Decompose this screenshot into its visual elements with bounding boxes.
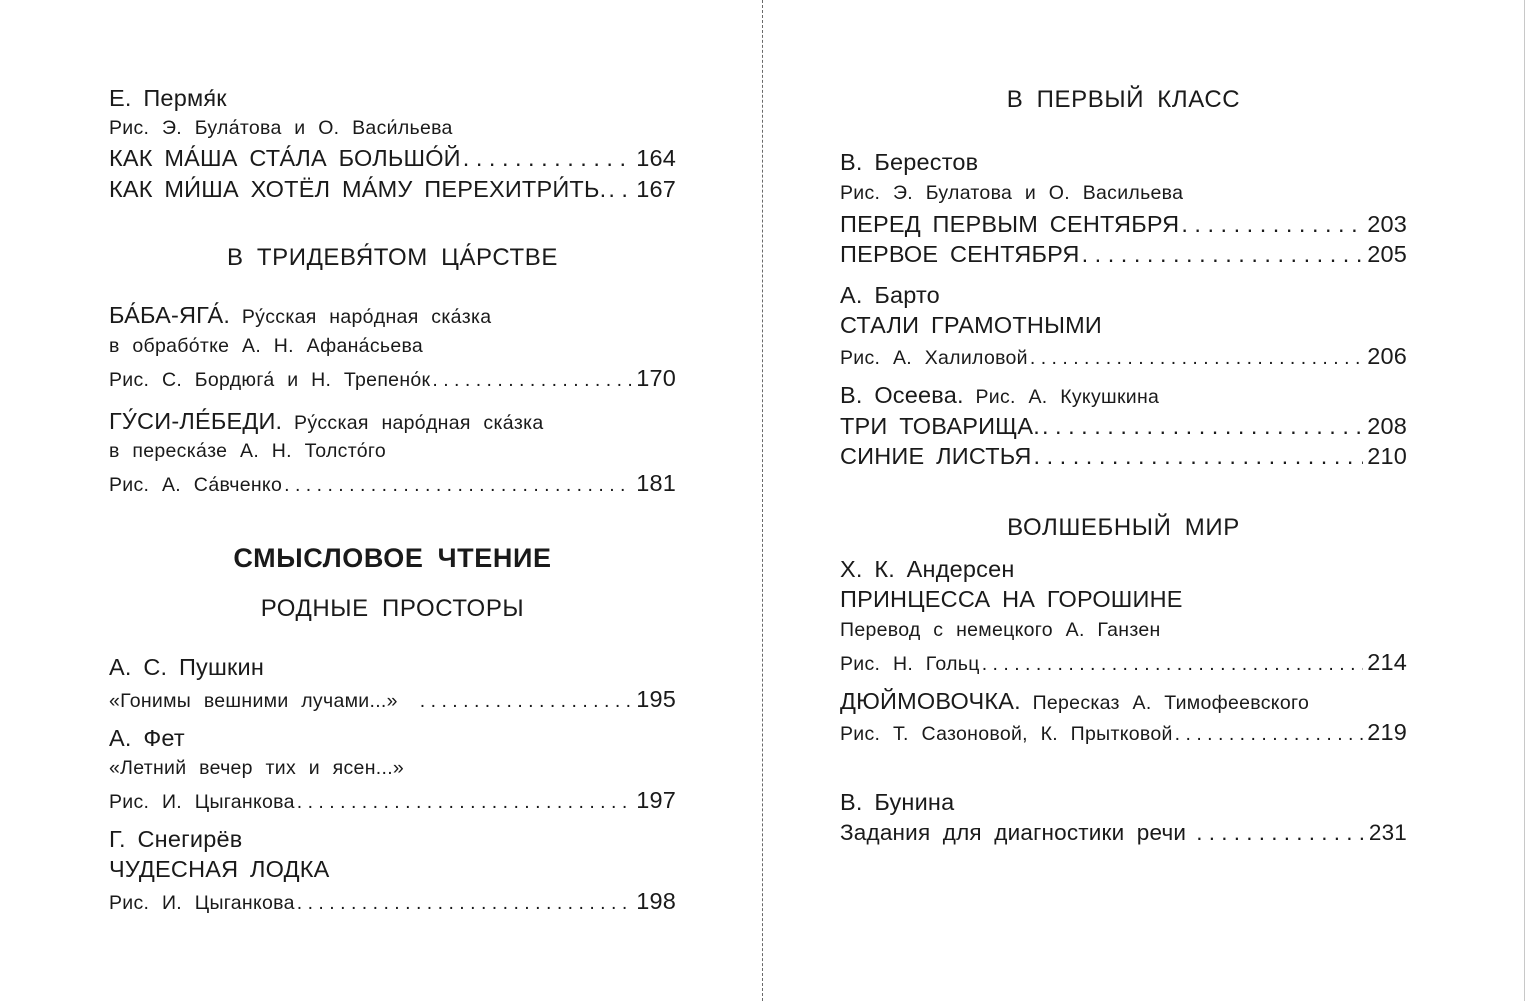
section-heading-tridevyatom: В ТРИДЕВЯ́ТОМ ЦА́РСТВЕ (226, 244, 559, 271)
toc-entry-page: 231 (1368, 820, 1407, 845)
entry-illustrators: Рис. А. Халиловой (840, 347, 1028, 369)
dot-leader (297, 894, 632, 914)
section-heading-volshebny-mir: ВОЛШЕБНЫЙ МИР (1007, 514, 1240, 541)
illustrators-oseeva: Рис. А. Кукушкина (975, 386, 1160, 408)
dot-leader (608, 178, 632, 202)
entry-subtitle: Ру́сская наро́дная ска́зка (294, 412, 544, 434)
entry-gusi-lebedi-retelling: в переска́зе А. Н. Толсто́го (109, 440, 386, 462)
toc-entry[interactable] (840, 243, 1407, 267)
entry-title: ДЮЙМОВОЧКА. (840, 688, 1021, 714)
dot-leader (284, 476, 632, 496)
entry-title: БА́БА-ЯГА́. (109, 302, 231, 328)
toc-entry-page: 205 (1367, 241, 1407, 267)
page-fold-divider (762, 0, 763, 1001)
entry-andersen-translation: Перевод с немецкого А. Ганзен (840, 619, 1161, 641)
dot-leader (1082, 243, 1364, 267)
entry-illustrators: Рис. И. Цыганкова (109, 791, 295, 813)
toc-entry-page: 214 (1367, 649, 1407, 675)
dot-leader (432, 371, 632, 391)
section-heading-pervy-klass: В ПЕРВЫЙ КЛАСС (1006, 86, 1241, 113)
toc-entry-page: 219 (1367, 719, 1407, 745)
entry-subtitle: Ру́сская наро́дная ска́зка (241, 306, 492, 328)
toc-entry-page: 170 (636, 365, 676, 391)
dot-leader (297, 793, 632, 813)
illustrators-permyak: Рис. Э. Була́това и О. Васи́льева (109, 117, 453, 139)
toc-entry-title: ПЕРЕД ПЕРВЫМ СЕНТЯБРЯ (840, 211, 1180, 237)
author-snegirev: Г. Снегирёв (109, 826, 243, 852)
author-bunina: В. Бунина (840, 789, 955, 815)
toc-entry[interactable] (109, 147, 676, 171)
dot-leader (1196, 822, 1365, 845)
toc-entry-page: 208 (1367, 413, 1407, 439)
toc-entry-title: ТРИ ТОВАРИЩА. (840, 413, 1040, 439)
toc-entry-title: СИНИЕ ЛИСТЬЯ (840, 443, 1032, 469)
dot-leader (982, 655, 1364, 675)
dot-leader (1181, 213, 1363, 237)
entry-title: ГУ́СИ-ЛЕ́БЕДИ. (109, 408, 283, 434)
toc-entry-page: 164 (636, 145, 676, 171)
author-berestov: В. Берестов (840, 149, 979, 175)
author-permyak: Е. Пермя́к (109, 85, 227, 111)
toc-entry-title: ПЕРВОЕ СЕНТЯБРЯ (840, 241, 1080, 267)
entry-andersen-title: ПРИНЦЕССА НА ГОРОШИНЕ (840, 586, 1183, 612)
toc-entry[interactable] (840, 822, 1407, 845)
toc-entry[interactable] (109, 789, 676, 813)
toc-entry[interactable] (840, 651, 1407, 675)
toc-entry[interactable] (840, 721, 1407, 745)
dot-leader (1034, 445, 1364, 469)
author-barto: А. Барто (840, 282, 940, 308)
dot-leader (420, 692, 632, 712)
toc-entry-page: 181 (636, 470, 676, 496)
toc-entry-page: 195 (636, 686, 676, 712)
toc-entry-page: 198 (636, 888, 676, 914)
entry-barto-title: СТАЛИ ГРАМОТНЫМИ (840, 312, 1102, 338)
author-pushkin: А. С. Пушкин (109, 654, 265, 680)
toc-entry[interactable] (840, 445, 1407, 469)
toc-entry[interactable] (109, 178, 676, 202)
toc-entry[interactable] (840, 415, 1407, 439)
author-andersen: Х. К. Андерсен (840, 556, 1015, 582)
part-heading-smyslovoe-chtenie: СМЫСЛОВОЕ ЧТЕНИЕ (233, 543, 552, 573)
toc-entry[interactable] (840, 345, 1407, 369)
illustrators-berestov: Рис. Э. Булатова и О. Васильева (840, 182, 1184, 204)
toc-entry[interactable] (109, 890, 676, 914)
toc-entry[interactable] (840, 213, 1407, 237)
entry-duymovochka-title-line[interactable] (840, 690, 1407, 714)
toc-entry-page: 197 (636, 787, 676, 813)
toc-entry-title: КАК МИ́ША ХОТЁЛ МА́МУ ПЕРЕХИТРИ́ТЬ. (109, 176, 607, 202)
page-edge-line (1524, 0, 1525, 1001)
toc-entry[interactable] (109, 688, 676, 712)
toc-entry-page: 203 (1367, 211, 1407, 237)
entry-gusi-lebedi-title-line[interactable] (109, 410, 676, 434)
toc-entry-page: 210 (1367, 443, 1407, 469)
dot-leader (463, 147, 632, 171)
entry-illustrators: Рис. И. Цыганкова (109, 892, 295, 914)
entry-illustrators: Рис. Т. Сазоновой, К. Прытковой (840, 723, 1173, 745)
toc-entry[interactable] (109, 472, 676, 496)
entry-illustrators: Рис. С. Бордюга́ и Н. Трепено́к (109, 369, 431, 391)
author-oseeva: В. Осеева. (840, 382, 964, 408)
entry-retelling: Пересказ А. Тимофеевского (1032, 692, 1310, 714)
dot-leader (1175, 725, 1364, 745)
entry-baba-yaga-adaptation: в обрабо́тке А. Н. Афана́сьева (109, 335, 424, 357)
author-oseeva-line (840, 384, 1407, 408)
toc-entry-title: «Гонимы вешними лучами...» (109, 690, 398, 712)
toc-entry-page: 167 (636, 176, 676, 202)
toc-entry-title: КАК МА́ША СТА́ЛА БОЛЬШО́Й (109, 145, 461, 171)
toc-entry-title: Задания для диагностики речи (840, 820, 1187, 845)
entry-illustrators: Рис. Н. Гольц (840, 653, 980, 675)
dot-leader (1030, 349, 1363, 369)
section-heading-rodnye-prostory: РОДНЫЕ ПРОСТОРЫ (260, 595, 525, 622)
toc-entry-page: 206 (1367, 343, 1407, 369)
entry-snegirev-title: ЧУДЕСНАЯ ЛОДКА (109, 856, 330, 882)
entry-illustrators: Рис. А. Са́вченко (109, 474, 283, 496)
entry-fet-title: «Летний вечер тих и ясен...» (109, 757, 405, 779)
author-fet: А. Фет (109, 725, 185, 751)
entry-baba-yaga-title-line[interactable] (109, 304, 676, 328)
toc-entry[interactable] (109, 367, 676, 391)
dot-leader (1042, 415, 1363, 439)
